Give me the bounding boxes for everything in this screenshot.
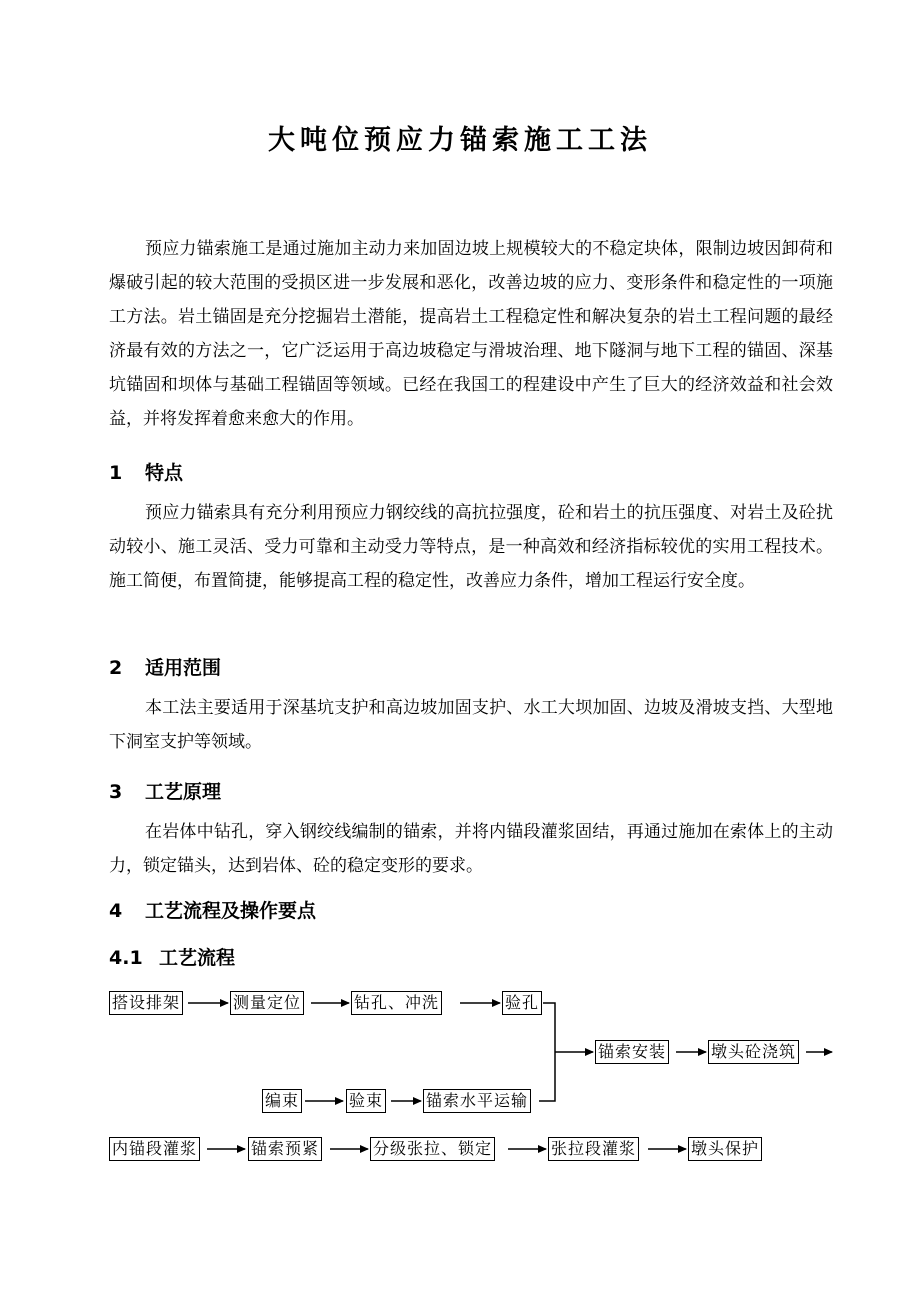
flow-step-survey: 测量定位 (230, 991, 304, 1015)
section-title: 特点 (145, 462, 184, 484)
section-title: 适用范围 (145, 657, 222, 679)
flow-step-drill: 钻孔、冲洗 (351, 991, 442, 1015)
flow-step-tension-grout: 张拉段灌浆 (548, 1137, 639, 1161)
subsection-title: 工艺流程 (159, 947, 236, 969)
flow-step-pretension: 锚索预紧 (248, 1137, 322, 1161)
section-number: 2 (109, 657, 123, 679)
flow-step-install: 锚索安装 (595, 1040, 669, 1064)
section-number: 3 (109, 781, 123, 803)
section-title: 工艺流程及操作要点 (145, 900, 317, 922)
section-number: 1 (109, 462, 123, 484)
flow-step-protect-head: 墩头保护 (688, 1137, 762, 1161)
flow-step-scaffold: 搭设排架 (109, 991, 183, 1015)
section-title: 工艺原理 (145, 781, 222, 803)
document-title: 大吨位预应力锚索施工工法 (268, 125, 652, 156)
intro-paragraph: 预应力锚索施工是通过施加主动力来加固边坡上规模较大的不稳定块体，限制边坡因卸荷和爆破引起的较大范围的受损区进一步发展和恶化，改善边坡的应力、变形条件和稳定性的一项施工方法。岩土锚固是充分挖掘岩土潜能，提高岩土工程稳定性和解决复杂的岩土工程问题的最经济最有效的方法之一，它广泛运用于高边坡稳定与滑坡治理、地下隧洞与地下工程的锚固、深基坑锚固和坝体与基础工程锚固等领域。已经在我国工的程建设中产生了巨大的经济效益和社会效益，并将发挥着愈来愈大的作用。 (109, 239, 833, 429)
section-1-paragraph: 预应力锚索具有充分利用预应力钢绞线的高抗拉强度，砼和岩土的抗压强度、对岩土及砼扰动较小、施工灵活、受力可靠和主动受力等特点，是一种高效和经济指标较优的实用工程技术。施工简便，布置简捷，能够提高工程的稳定性，改善应力条件，增加工程运行安全度。 (109, 503, 833, 591)
flow-step-inspect-bundle: 验束 (346, 1089, 386, 1113)
subsection-number: 4.1 (109, 947, 143, 969)
flow-bracket (539, 1003, 555, 1101)
flow-step-bundle: 编束 (262, 1089, 302, 1113)
flow-step-transport: 锚索水平运输 (423, 1089, 531, 1113)
flow-step-inspect-hole: 验孔 (502, 991, 542, 1015)
section-number: 4 (109, 900, 123, 922)
section-2-paragraph: 本工法主要适用于深基坑支护和高边坡加固支护、水工大坝加固、边坡及滑坡支挡、大型地下洞室支护等领域。 (109, 698, 833, 752)
flow-step-inner-grout: 内锚段灌浆 (109, 1137, 200, 1161)
flow-step-stress-lock: 分级张拉、锁定 (370, 1137, 495, 1161)
flow-step-pour-head: 墩头砼浇筑 (708, 1040, 799, 1064)
section-3-paragraph: 在岩体中钻孔，穿入钢绞线编制的锚索，并将内锚段灌浆固结，再通过施加在索体上的主动力，锁定锚头，达到岩体、砼的稳定变形的要求。 (109, 822, 833, 876)
